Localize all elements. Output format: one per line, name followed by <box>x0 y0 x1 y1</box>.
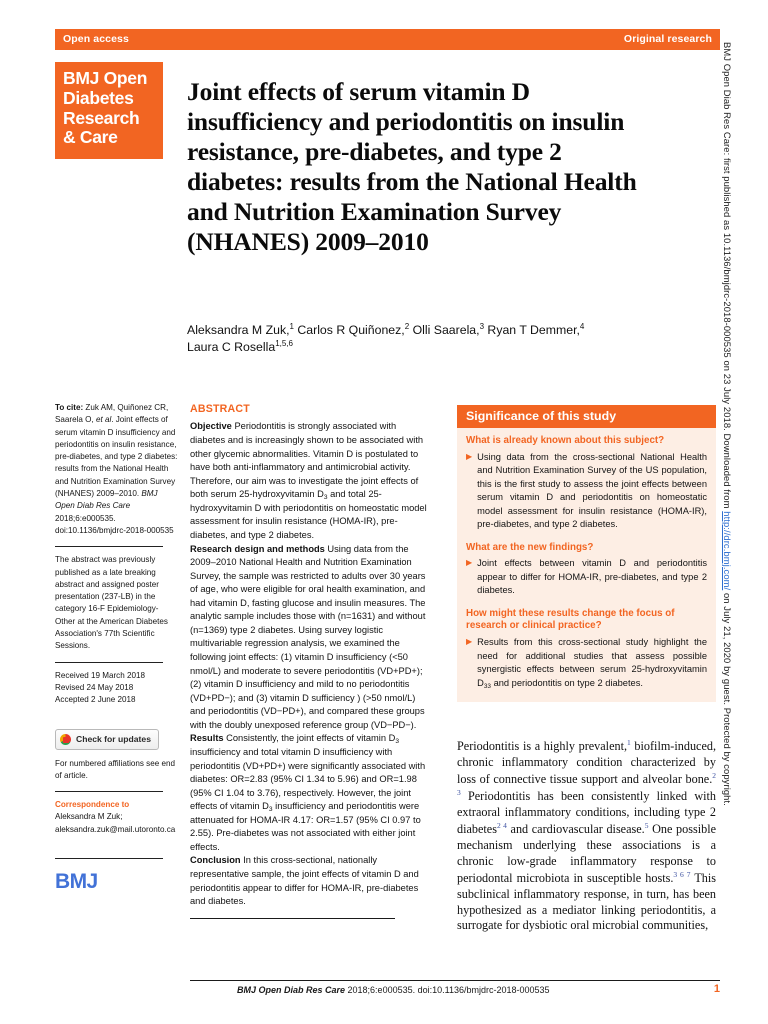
to-cite-tail: 2018;6:e000535. doi:10.1136/bmjdrc-2018-000535 <box>55 513 174 535</box>
results-text-a: Consistently, the joint effects of vitamin D <box>223 733 396 744</box>
citation-ref[interactable]: 1 <box>627 738 631 747</box>
abstract-section <box>190 402 433 919</box>
significance-bullet-2 <box>466 557 707 597</box>
check-for-updates-button[interactable] <box>55 729 159 750</box>
affiliations-note: For numbered affiliations see end of article. <box>55 758 175 780</box>
prior-publication-note: The abstract was previously published as a late breaking abstract and assigned poster presentation (237-LB) in the category 16-F Epidemiology-Other at the American Diabetes Association's 77th Scientific Sessions. <box>55 555 168 651</box>
triangle-bullet-icon: ▶ <box>466 558 473 568</box>
author-line-2: Laura C Rosella$^{1,5,6}$ <box>187 338 293 354</box>
significance-bullet-3 <box>466 636 707 690</box>
to-cite-rest: . Joint effects of serum vitamin D insufficiency and periodontitis on insulin resistance, pre-diabetes, and type 2 diabetes: results from the National Health and Nutrition Examination Survey (NHANES) 2009–2010. <box>55 415 178 499</box>
objective-subscript: 3 <box>323 494 328 502</box>
to-cite-label: To cite: <box>55 403 84 412</box>
page-title: Joint effects of serum vitamin D insufficiency and periodontitis on insulin resistance, pre-diabetes, and type 2 diabetes: results from the National Health and Nutrition Examination Survey (NHANES) 2009–2010 <box>187 77 637 257</box>
citation-ref[interactable]: 5 <box>644 820 649 830</box>
abstract-heading: ABSTRACT <box>190 403 250 415</box>
to-cite-block <box>55 402 178 537</box>
correspondence-name: Aleksandra M Zuk; <box>55 812 123 822</box>
author-line-1: Aleksandra M Zuk,$^1$ Carlos R Quiñonez,$^2$ Olli Saarela,$^3$ Ryan T Demmer,$^4$ <box>187 322 585 338</box>
to-cite-journal: BMJ Open Diab Res Care <box>55 489 158 511</box>
results-text-c: insufficiency and periodontitis were attenuated for HOMA-IR 4.17: OR=1.57 (95% CI 0.97 to 2.55). Pre-diabetes was not associated with either joint effects. <box>190 801 421 852</box>
revised-date: Revised 24 May 2018 <box>55 682 134 692</box>
open-access-banner <box>55 29 720 50</box>
margin-watermark-part2: on July 21, 2020 by guest. Protected by copyright. <box>722 590 733 806</box>
journal-logo-line1: BMJ Open <box>63 68 148 88</box>
conclusion-text: In this cross-sectional, nationally representative sample, the joint effects of vitamin D and periodontitis appear to differ for HOMA-IR, pre-diabetes and diabetes. <box>190 855 419 907</box>
to-cite-text: Zuk AM, Quiñonez CR, Saarela O, <box>55 403 169 425</box>
margin-watermark-link[interactable]: http://drc.bmj.com/ <box>722 511 733 591</box>
open-access-label: Open access <box>63 33 129 45</box>
journal-logo <box>55 62 163 159</box>
divider <box>55 662 163 663</box>
accepted-date: Accepted 2 June 2018 <box>55 695 136 705</box>
significance-bullet-1 <box>466 451 707 532</box>
abstract-results <box>190 732 433 854</box>
abstract-objective <box>190 420 433 542</box>
margin-watermark-part1: BMJ Open Diab Res Care: first published as 10.1136/bmjdrc-2018-000535 on 23 July 2018. Downloaded from <box>722 42 733 512</box>
divider <box>55 791 163 792</box>
correspondence-heading: Correspondence to <box>55 800 130 810</box>
significance-question-3: How might these results change the focus of research or clinical practice? <box>466 607 675 632</box>
author-list <box>187 322 667 355</box>
conclusion-label: Conclusion <box>190 855 241 866</box>
journal-logo-line3: Research <box>63 107 140 128</box>
footer-divider <box>190 980 720 981</box>
significance-question-2: What are the new findings? <box>466 541 594 553</box>
footer-journal-name: BMJ Open Diab Res Care <box>237 985 346 995</box>
objective-text-b: and total 25-hydroxyvitamin D with periodontitis on homeostatic model assessment for insulin resistance (HOMA-IR), pre-diabetes, and type 2 diabetes. <box>190 489 427 540</box>
check-for-updates-label: Check for updates <box>76 733 151 744</box>
results-text-b: insufficiency and total vitamin D insufficiency with periodontitis (VD+PD+) were significantly associated with diabetes: OR=2.83 (95% CI 1.34 to 5.96) and OR=1.98 (95% CI 1.04 to 3.76), respectively. However, the joint effects of vitamin D <box>190 746 426 812</box>
journal-logo-line2: Diabetes <box>63 87 134 108</box>
footer-citation <box>237 985 717 995</box>
received-date: Received 19 March 2018 <box>55 670 145 680</box>
footer-citation-text: 2018;6:e000535. doi:10.1136/bmjdrc-2018-000535 <box>345 985 550 995</box>
triangle-bullet-icon: ▶ <box>466 451 473 461</box>
bmj-publisher-logo: BMJ <box>55 870 98 894</box>
methods-text: Using data from the 2009–2010 National Health and Nutrition Examination Survey, the sample was restricted to adults over 30 years of age, who were eligible for oral health examination, and had vitamin D, fasting glucose and insulin measures. The analytic sample includes those with (n=1631) and without (n=1369) type 2 diabetes. Using survey logistic multivariable regression analysis, we examined the following joint effects: (1) vitamin D insufficiency (<50 nmol/L) and moderate to severe periodontitis (VD+PD+); (2) vitamin D insufficiency and mild to no periodontitis (VD+PD−); and (3) vitamin D sufficiency ) (>50 nmol/L) and periodontitis (VD−PD+), and compared these groups with the doubly unexposed reference group (VD−PD−). <box>190 543 426 730</box>
divider <box>55 546 163 547</box>
journal-logo-line4: & Care <box>63 127 118 148</box>
page-number: 1 <box>713 983 720 995</box>
significance-answer-3b: and periodontitis on type 2 diabetes. <box>490 677 643 688</box>
results-label: Results <box>190 733 224 744</box>
results-subscript-2: 3 <box>268 806 273 814</box>
citation-ref[interactable]: 2 4 <box>496 820 507 830</box>
significance-answer-1: Using data from the cross-sectional National Health and Nutrition Examination Survey of the US population, this is the first study to assess the joint effects between serum vitamin D and periodontitis on homeostatic model assessment for insulin resistance (HOMA-IR), pre-diabetes, and type 2 diabetes. <box>477 451 707 530</box>
significance-answer-3a: Results from this cross-sectional study highlight the need for additional studies that assess possible synergistic effects between serum 25-hydroxyvitamin D <box>477 637 707 688</box>
correspondence-email[interactable]: aleksandra.zuk@mail.utoronto.ca <box>55 824 176 834</box>
article-type-label: Original research <box>623 33 712 45</box>
significance-answer-2: Joint effects between vitamin D and periodontitis appear to differ for HOMA-IR, pre-diabetes, and type 2 diabetes. <box>477 558 707 596</box>
article-body-paragraph: Periodontitis is a highly prevalent,$^1$ biofilm-induced, chronic inflammatory condition characterized by loss of connective tissue support and alveolar bone.$^{2 3}$ Periodontitis has been consistently linked with extraoral inflammatory conditions, including type 2 diabetes$^{2 4}$ and cardiovascular disease.$^5$ One possible mechanism underlying these associations is a chronic low-grade inflammatory response to periodontal microbiota in susceptible hosts.$^{3 6 7}$ This subclinical inflammatory response, in turn, has been hypothesized as a mediator linking periodontitis, a surrogate for dysbiotic oral microbial communities, <box>457 738 717 933</box>
triangle-bullet-icon: ▶ <box>466 637 473 647</box>
abstract-methods <box>190 543 433 733</box>
methods-label: Research design and methods <box>190 543 325 554</box>
significance-answer-3-subscript: 33 <box>483 682 491 690</box>
significance-heading: Significance of this study <box>457 405 716 428</box>
objective-label: Objective <box>190 421 232 432</box>
divider <box>190 918 395 919</box>
significance-answer-3 <box>477 636 707 690</box>
citation-ref[interactable]: 3 6 7 <box>673 869 691 879</box>
significance-box <box>457 405 716 702</box>
to-cite-etal: et al <box>95 415 112 425</box>
results-subscript-1: 3 <box>395 738 399 746</box>
sidebar <box>55 402 178 898</box>
abstract-conclusion <box>190 854 433 908</box>
objective-text-a: Periodontitis is strongly associated with diabetes and is increasingly shown to be associated with other glycemic abnormalities. Vitamin D is postulated to have both anti-inflammatory and antimicrobial activity. Therefore, our aim was to investigate the joint effects of both serum 25-hydroxyvitamin D <box>190 421 424 500</box>
margin-watermark <box>722 42 733 992</box>
significance-question-1: What is already known about this subject? <box>466 435 665 446</box>
divider <box>55 858 163 859</box>
significance-body <box>457 428 716 702</box>
crossmark-icon <box>60 734 71 745</box>
citation-ref[interactable]: 2 3 <box>457 770 716 797</box>
